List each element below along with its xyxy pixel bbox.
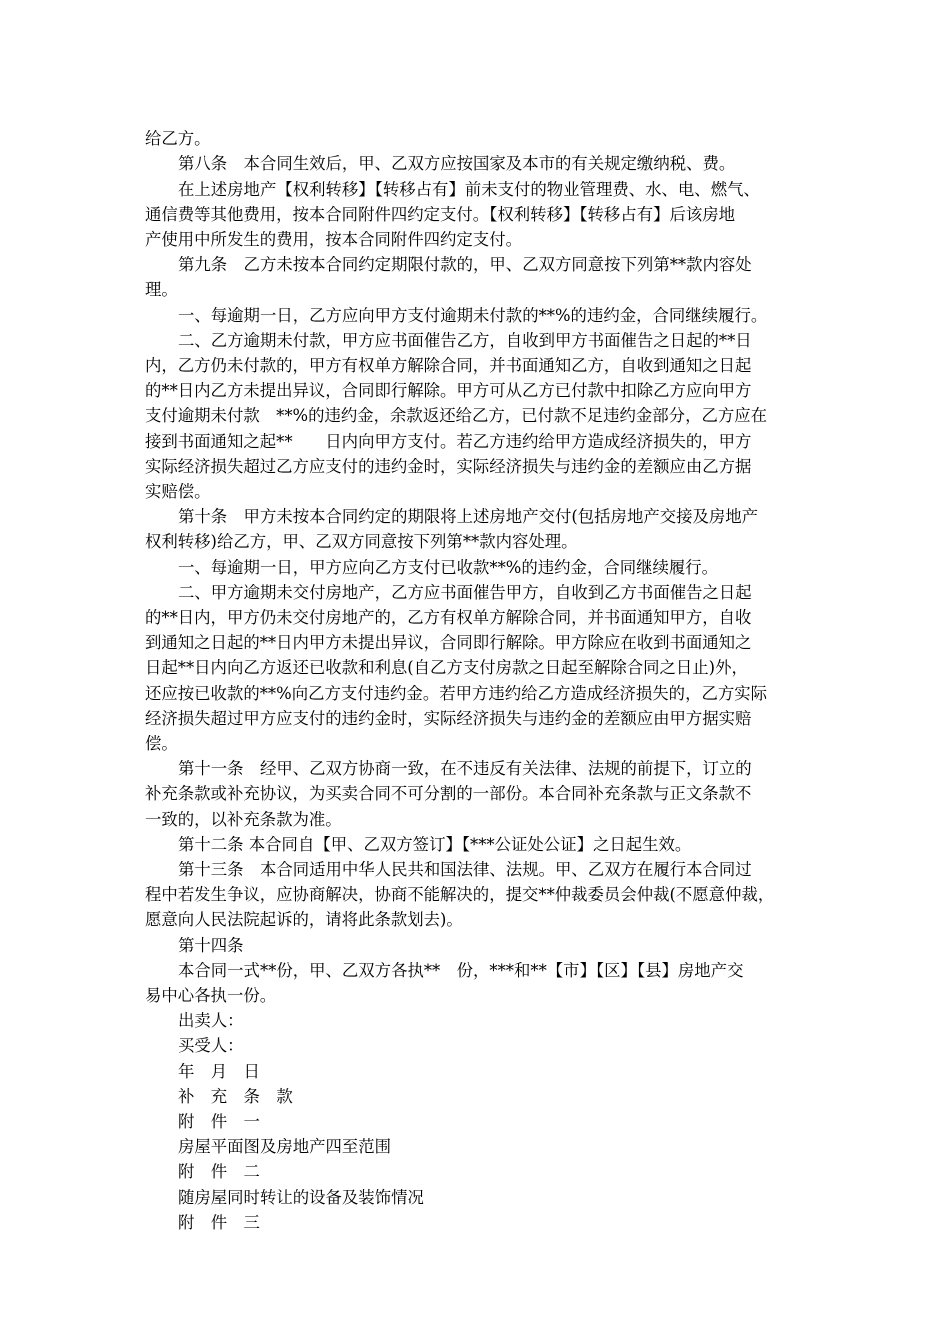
article-11-heading: 第十一条 经甲、乙双方协商一致，在不违反有关法律、法规的前提下，订立的: [178, 759, 752, 778]
supplementary-terms-heading: 补 充 条 款: [178, 1087, 293, 1106]
text-line: 补充条款或补充协议，为买卖合同不可分割的一部份。本合同补充条款与正文条款不: [145, 784, 752, 803]
text-line: 愿意向人民法院起诉的，请将此条款划去)。: [145, 910, 463, 929]
annex-1-heading: 附 件 一: [178, 1112, 260, 1131]
text-line: 一、每逾期一日，甲方应向乙方支付已收款**%的违约金，合同继续履行。: [178, 558, 719, 577]
text-line: 程中若发生争议，应协商解决，协商不能解决的，提交**仲裁委员会仲裁(不愿意仲裁，: [145, 885, 775, 904]
text-line: 实赔偿。: [145, 482, 211, 501]
text-line: 实际经济损失超过乙方应支付的违约金时，实际经济损失与违约金的差额应由乙方据: [145, 457, 752, 476]
buyer-label: 买受人：: [178, 1036, 244, 1055]
text-line: 还应按已收款的**%向乙方支付违约金。若甲方违约给乙方造成经济损失的，乙方实际: [145, 684, 768, 703]
date-line: 年 月 日: [178, 1062, 260, 1081]
text-line: 支付逾期未付款 **%的违约金，余款返还给乙方，已付款不足违约金部分，乙方应在: [145, 406, 768, 425]
article-13-heading: 第十三条 本合同适用中华人民共和国法律、法规。甲、乙双方在履行本合同过: [178, 860, 752, 879]
annex-2-title: 随房屋同时转让的设备及装饰情况: [178, 1188, 424, 1207]
annex-2-heading: 附 件 二: [178, 1162, 260, 1181]
text-line: 偿。: [145, 734, 178, 753]
text-line: 理。: [145, 280, 178, 299]
text-line: 一致的，以补充条款为准。: [145, 810, 342, 829]
article-9-heading: 第九条 乙方未按本合同约定期限付款的，甲、乙双方同意按下列第**款内容处: [178, 255, 752, 274]
text-line: 接到书面通知之起** 日内向甲方支付。若乙方违约给甲方造成经济损失的，甲方: [145, 432, 752, 451]
text-line: 一、每逾期一日，乙方应向甲方支付逾期未付款的**%的违约金，合同继续履行。: [178, 306, 768, 325]
text-line: 二、乙方逾期未付款，甲方应书面催告乙方，自收到甲方书面催告之日起的**日: [178, 331, 752, 350]
text-line: 给乙方。: [145, 129, 211, 148]
article-8-heading: 第八条 本合同生效后，甲、乙双方应按国家及本市的有关规定缴纳税、费。: [178, 154, 736, 173]
text-line: 内，乙方仍未付款的，甲方有权单方解除合同，并书面通知乙方，自收到通知之日起: [145, 356, 752, 375]
text-line: 通信费等其他费用，按本合同附件四约定支付。【权利转移】【转移占有】后该房地: [145, 205, 736, 224]
text-line: 本合同一式**份，甲、乙双方各执** 份，***和**【市】【区】【县】房地产交: [178, 961, 744, 980]
annex-3-heading: 附 件 三: [178, 1213, 260, 1232]
text-line: 易中心各执一份。: [145, 986, 277, 1005]
text-line: 在上述房地产【权利转移】【转移占有】前未支付的物业管理费、水、电、燃气、: [178, 180, 760, 199]
text-line: 日起**日内向乙方返还已收款和利息(自乙方支付房款之日起至解除合同之日止)外，: [145, 658, 748, 677]
article-10-heading: 第十条 甲方未按本合同约定的期限将上述房地产交付(包括房地产交接及房地产: [178, 507, 759, 526]
annex-1-title: 房屋平面图及房地产四至范围: [178, 1137, 392, 1156]
text-line: 产使用中所发生的费用，按本合同附件四约定支付。: [145, 230, 522, 249]
text-line: 经济损失超过甲方应支付的违约金时，实际经济损失与违约金的差额应由甲方据实赔: [145, 709, 752, 728]
article-14-heading: 第十四条: [178, 936, 244, 955]
seller-label: 出卖人：: [178, 1011, 244, 1030]
text-line: 到通知之日起的**日内甲方未提出异议，合同即行解除。甲方除应在收到书面通知之: [145, 633, 752, 652]
text-line: 的**日内乙方未提出异议，合同即行解除。甲方可从乙方已付款中扣除乙方应向甲方: [145, 381, 752, 400]
article-12-heading: 第十二条 本合同自【甲、乙双方签订】【***公证处公证】之日起生效。: [178, 835, 692, 854]
text-line: 权利转移)给乙方，甲、乙双方同意按下列第**款内容处理。: [145, 532, 578, 551]
text-line: 的**日内，甲方仍未交付房地产的，乙方有权单方解除合同，并书面通知甲方，自收: [145, 608, 752, 627]
text-line: 二、甲方逾期未交付房地产，乙方应书面催告甲方，自收到乙方书面催告之日起: [178, 583, 752, 602]
